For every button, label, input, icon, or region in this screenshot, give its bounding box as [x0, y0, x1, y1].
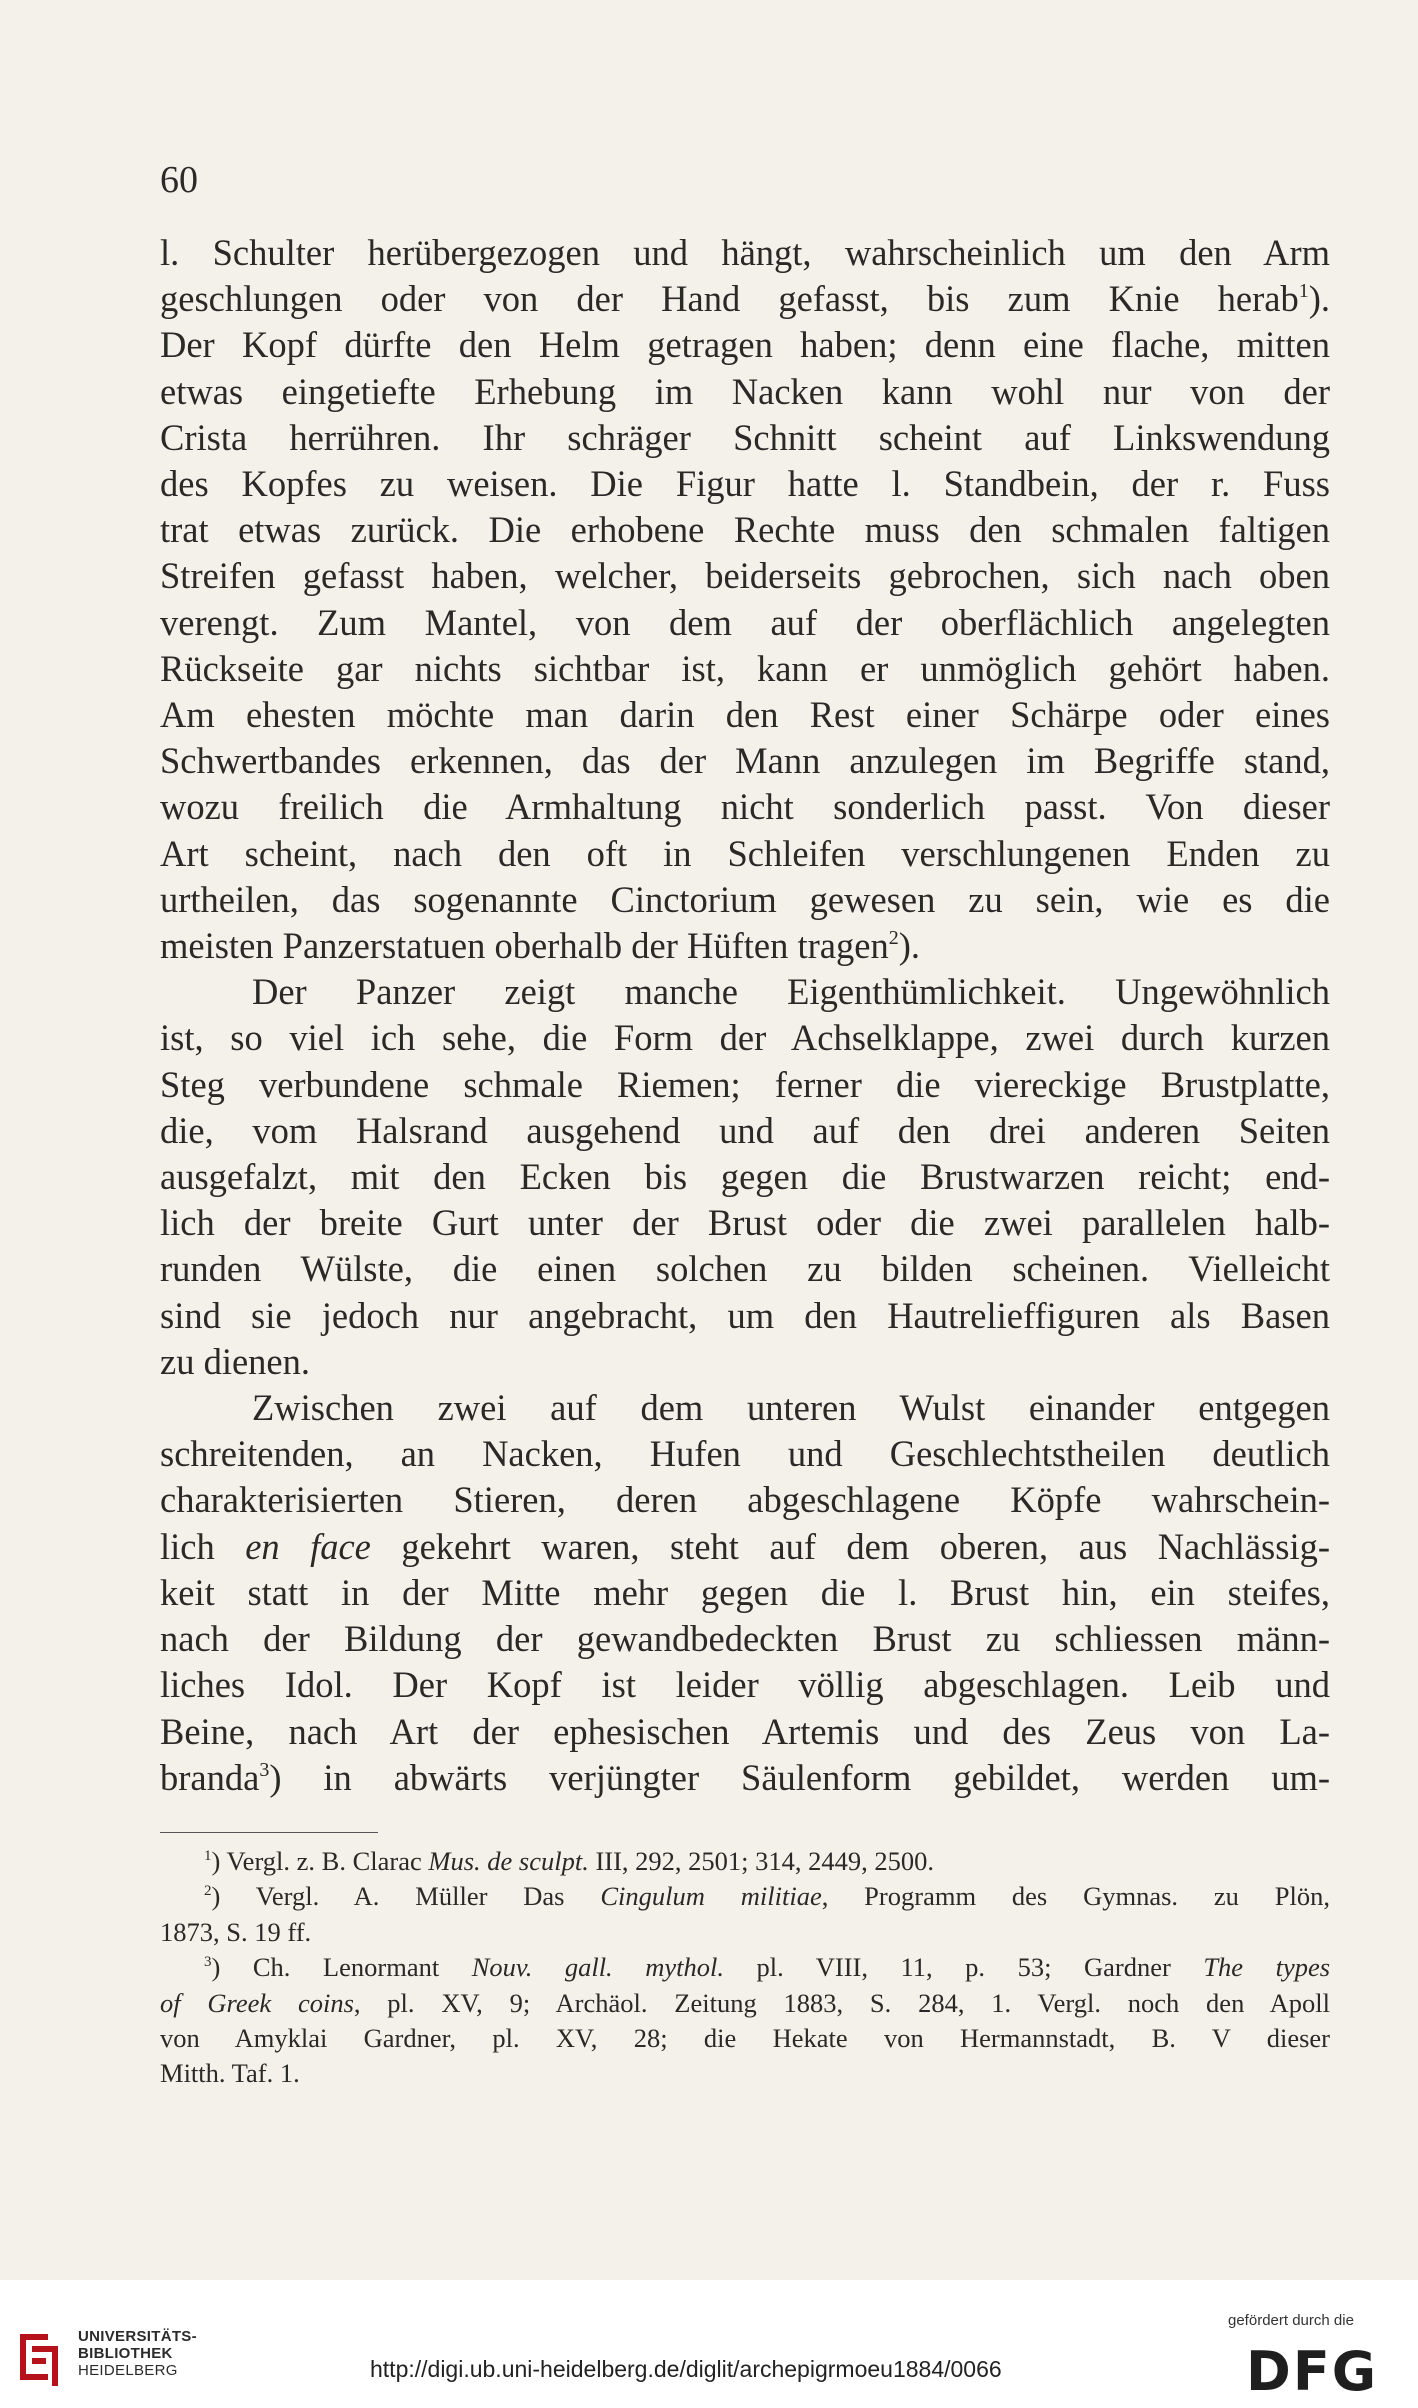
text-line: geschlungen oder von der Hand gefasst, bis zum Knie herab$^1$).	[160, 278, 1330, 320]
text-line: ist, so viel ich sehe, die Form der Achselklappe, zwei durch kurzen	[160, 1017, 1330, 1059]
footnote-ref-3[interactable]: 3	[259, 1758, 270, 1781]
text-line: Rückseite gar nichts sichtbar ist, kann er unmöglich gehört haben.	[160, 647, 1330, 689]
text-line: branda$^3$) in abwärts verjüngter Säulenform gebildet, werden um-	[160, 1756, 1331, 1798]
footnote-3-continuation: Mitth. Taf. 1.	[160, 2058, 300, 2089]
italic-phrase: en face	[245, 1525, 371, 1567]
text-line: wozu freilich die Armhaltung nicht sonderlich passt. Von dieser	[160, 786, 1330, 828]
text-line: l. Schulter herübergezogen und hängt, wahrscheinlich um den Arm	[160, 232, 1330, 273]
text-line: sind sie jedoch nur angebracht, um den Hautrelieffiguren als Basen	[160, 1294, 1330, 1336]
footnote-ref-1[interactable]: 1	[1298, 280, 1309, 303]
text-line: die, vom Halsrand ausgehend und auf den drei anderen Seiten	[160, 1109, 1330, 1151]
text-line: Der Kopf dürfte den Helm getragen haben; denn eine flache, mitten	[160, 324, 1330, 366]
footnote-2: $^2$) Vergl. A. Müller Das Cingulum militiae, Programm des Gymnas. zu Plön,	[204, 1881, 1331, 1912]
text-line: schreitenden, an Nacken, Hufen und Geschlechtstheilen deutlich	[160, 1433, 1330, 1475]
footnote-1: $^1$) Vergl. z. B. Clarac Mus. de sculpt. III, 292, 2501; 314, 2449, 2500.	[204, 1846, 935, 1876]
funder-caption: gefördert durch die	[1228, 2312, 1354, 2329]
body-text	[160, 230, 1330, 1801]
text-line: meisten Panzerstatuen oberhalb der Hüften tragen$^2$).	[160, 925, 920, 967]
text-line: runden Wülste, die einen solchen zu bilden scheinen. Vielleicht	[160, 1248, 1330, 1290]
text-line: keit statt in der Mitte mehr gegen die l. Brust hin, ein steifes,	[160, 1571, 1330, 1613]
text-line: Steg verbundene schmale Riemen; ferner die viereckige Brustplatte,	[160, 1063, 1330, 1105]
footnote-ref-2[interactable]: 2	[888, 927, 899, 950]
text-line: Am ehesten möchte man darin den Rest einer Schärpe oder eines	[160, 694, 1330, 736]
page-number: 60	[160, 159, 198, 201]
footnote-3-continuation: of Greek coins, pl. XV, 9; Archäol. Zeitung 1883, S. 284, 1. Vergl. noch den Apoll	[160, 1987, 1331, 2018]
library-name: UNIVERSITÄTS- BIBLIOTHEK HEIDELBERG	[78, 2328, 197, 2379]
text-line: lich der breite Gurt unter der Brust oder die zwei parallelen halb-	[160, 1202, 1330, 1244]
text-line: liches Idol. Der Kopf ist leider völlig abgeschlagen. Leib und	[160, 1664, 1330, 1706]
source-url-link[interactable]: http://digi.ub.uni-heidelberg.de/diglit/archepigrmoeu1884/0066	[370, 2356, 1002, 2382]
text-line: nach der Bildung der gewandbedeckten Brust zu schliessen männ-	[160, 1618, 1330, 1660]
dfg-logo: DFG	[1246, 2340, 1379, 2403]
footnote-separator	[160, 1832, 378, 1833]
footnote-3-continuation: von Amyklai Gardner, pl. XV, 28; die Hekate von Hermannstadt, B. V dieser	[160, 2023, 1330, 2054]
text-line: urtheilen, das sogenannte Cinctorium gewesen zu sein, wie es die	[160, 878, 1330, 920]
text-line: verengt. Zum Mantel, von dem auf der oberflächlich angelegten	[160, 601, 1330, 643]
text-line: des Kopfes zu weisen. Die Figur hatte l. Standbein, der r. Fuss	[160, 463, 1330, 505]
text-line: Streifen gefasst haben, welcher, beiderseits gebrochen, sich nach oben	[160, 555, 1330, 597]
text-line: lich en face gekehrt waren, steht auf dem oberen, aus Nachlässig-	[160, 1525, 1331, 1567]
footnote-2-continuation: 1873, S. 19 ff.	[160, 1916, 312, 1947]
text-line: etwas eingetiefte Erhebung im Nacken kann wohl nur von der	[160, 370, 1330, 412]
text-line: ausgefalzt, mit den Ecken bis gegen die Brustwarzen reicht; end-	[160, 1156, 1330, 1198]
text-line: Schwertbandes erkennen, das der Mann anzulegen im Begriffe stand,	[160, 740, 1330, 782]
digitization-footer	[0, 2280, 1418, 2408]
text-line: Der Panzer zeigt manche Eigenthümlichkeit. Ungewöhnlich	[252, 971, 1330, 1013]
footnote-3: $^3$) Ch. Lenormant Nouv. gall. mythol. pl. VIII, 11, p. 53; Gardner The types	[204, 1952, 1331, 1983]
text-line: Zwischen zwei auf dem unteren Wulst einander entgegen	[252, 1387, 1330, 1429]
footnotes	[160, 1844, 1330, 2092]
text-line: trat etwas zurück. Die erhobene Rechte muss den schmalen faltigen	[160, 509, 1330, 551]
text-line: Crista herrühren. Ihr schräger Schnitt scheint auf Linkswendung	[160, 416, 1330, 458]
text-line: Art scheint, nach den oft in Schleifen verschlungenen Enden zu	[160, 832, 1330, 874]
library-logo-icon	[14, 2326, 64, 2388]
text-line: Beine, nach Art der ephesischen Artemis und des Zeus von La-	[160, 1710, 1330, 1752]
text-line: charakterisierten Stieren, deren abgeschlagene Köpfe wahrschein-	[160, 1479, 1330, 1521]
text-line: zu dienen.	[160, 1340, 310, 1382]
